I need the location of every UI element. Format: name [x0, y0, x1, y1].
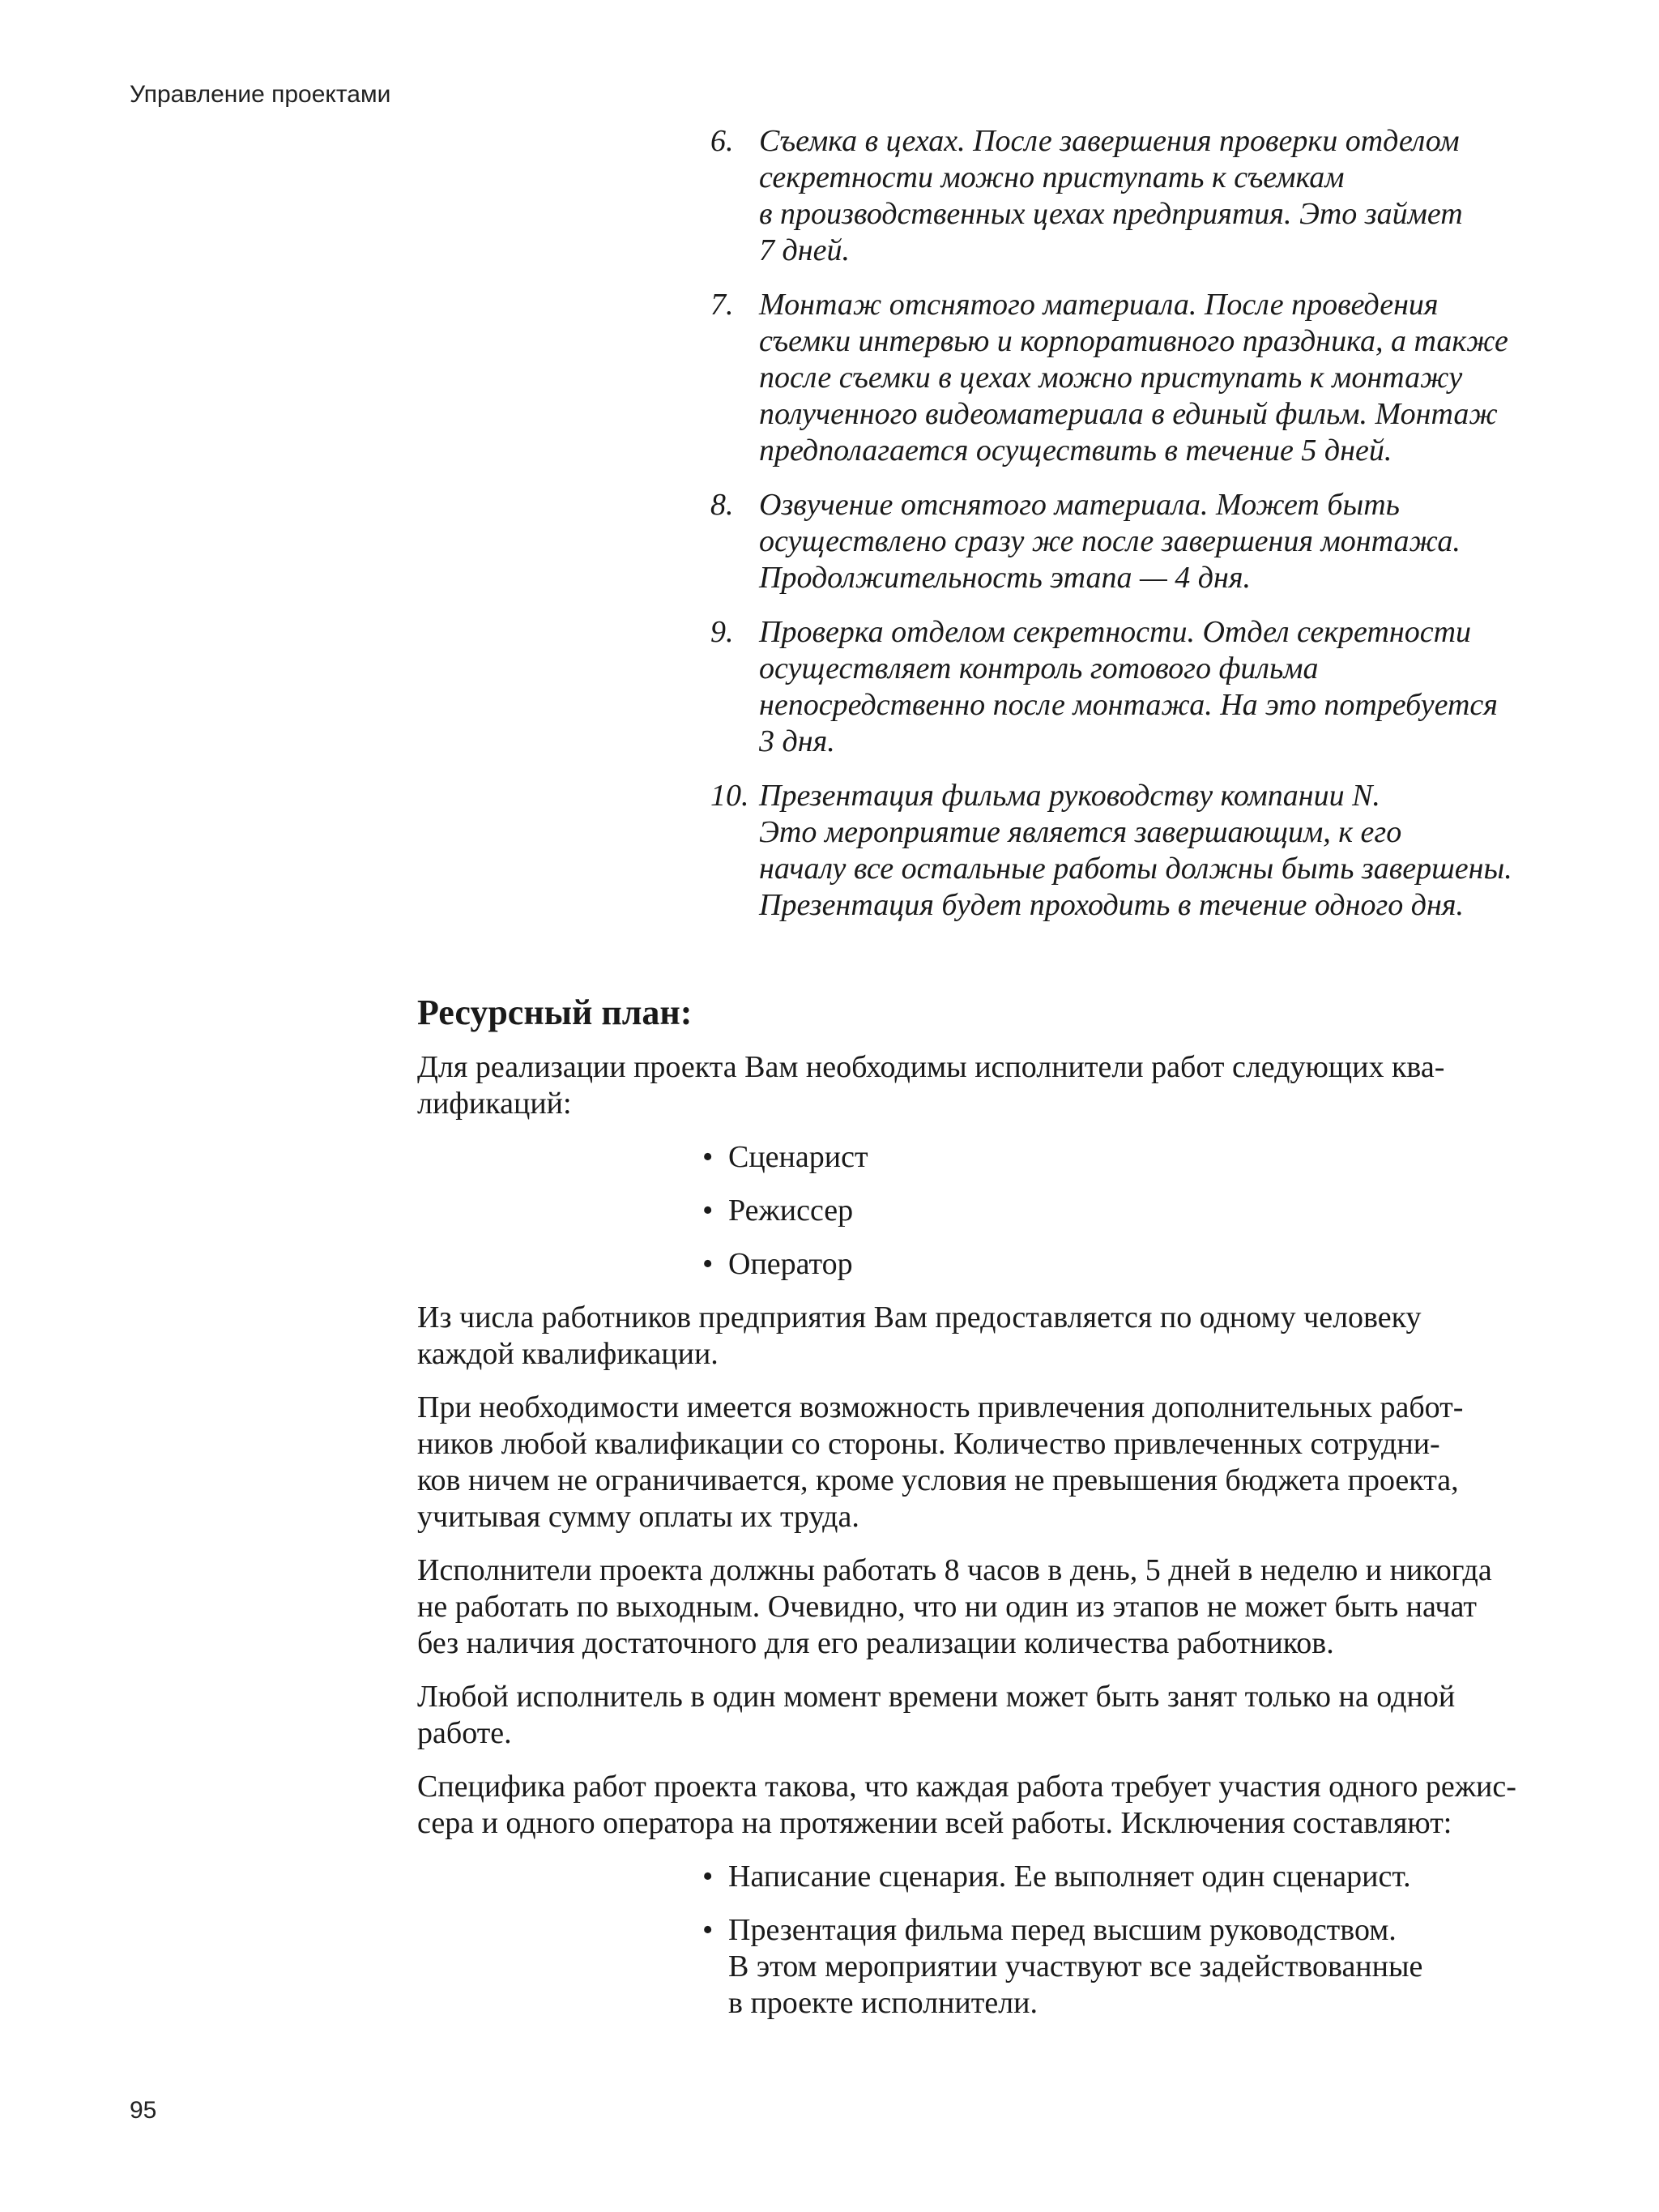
exception-text: Написание сценария. Ее выполняет один сценарист. [728, 1860, 1411, 1894]
resource-plan-body [417, 1049, 1547, 2039]
stage-list [710, 123, 1553, 942]
stage-item [710, 123, 1553, 269]
bullet-icon: • [702, 1194, 714, 1228]
stage-text: Съемка в цехах. После завершения проверки отделом секретности можно приступать к съемкам в производственных цехах предприятия. Это займет 7 дней. [759, 124, 1463, 267]
paragraph: Из числа работников предприятия Вам предоставляется по одному человеку каждой квалификации. [417, 1300, 1422, 1371]
stage-number: 6. [710, 124, 734, 158]
exception-item [702, 1859, 1547, 1895]
exception-text: Презентация фильма перед высшим руководством. В этом мероприятии участвуют все задействованные в проекте исполнители. [728, 1913, 1423, 2020]
stage-number: 9. [710, 615, 734, 649]
stage-item [710, 614, 1553, 760]
stage-number: 7. [710, 288, 734, 322]
stage-item [710, 487, 1553, 596]
role-label: Сценарист [728, 1140, 868, 1174]
paragraph: Любой исполнитель в один момент времени может быть занят только на одной работе. [417, 1680, 1456, 1750]
stage-text: Озвучение отснятого материала. Может быть осуществлено сразу же после завершения монтажа. Продолжительность этапа — 4 дня. [759, 488, 1461, 595]
roles-list [417, 1139, 1547, 1283]
paragraph: Исполнители проекта должны работать 8 часов в день, 5 дней в неделю и никогда не работать по выходным. Очевидно, что ни один из этапов не может быть начат без наличия достаточного для его реализации количества работников. [417, 1553, 1492, 1660]
role-item [702, 1246, 1547, 1283]
stage-item [710, 778, 1553, 924]
stage-item [710, 287, 1553, 469]
exceptions-list [417, 1859, 1547, 2022]
stage-text: Проверка отделом секретности. Отдел секретности осуществляет контроль готового фильма непосредственно после монтажа. На это потребуется 3 дня. [759, 615, 1498, 758]
role-item [702, 1139, 1547, 1176]
bullet-icon: • [702, 1913, 714, 1947]
paragraph: При необходимости имеется возможность привлечения дополнительных работ- ников любой квалификации со стороны. Количество привлеченных сотрудни- ков ничем не ограничивается, кроме условия не превышения бюджета проекта, учитывая сумму оплаты их труда. [417, 1390, 1464, 1534]
stage-number: 10. [710, 779, 749, 813]
role-label: Оператор [728, 1247, 853, 1281]
bullet-icon: • [702, 1860, 714, 1894]
intro-paragraph: Для реализации проекта Вам необходимы исполнители работ следующих ква- лификаций: [417, 1050, 1445, 1121]
resource-plan-heading: Ресурсный план: [417, 993, 693, 1032]
role-label: Режиссер [728, 1194, 854, 1228]
stage-number: 8. [710, 488, 734, 522]
running-header: Управление проектами [130, 81, 391, 108]
role-item [702, 1193, 1547, 1229]
stage-text: Монтаж отснятого материала. После проведения съемки интервью и корпоративного праздника, а также после съемки в цехах можно приступать к монтажу полученного видеоматериала в единый фильм. Монтаж предполагается осуществить в течение 5 дней. [759, 288, 1508, 468]
bullet-icon: • [702, 1140, 714, 1174]
paragraph: Специфика работ проекта такова, что каждая работа требует участия одного режис- сера и одного оператора на протяжении всей работы. Исключения составляют: [417, 1770, 1516, 1840]
page-number: 95 [130, 2097, 157, 2124]
bullet-icon: • [702, 1247, 714, 1281]
stage-text: Презентация фильма руководству компании N. Это мероприятие является завершающим, к его началу все остальные работы должны быть завершены. Презентация будет проходить в течение одного дня. [759, 779, 1512, 922]
exception-item [702, 1912, 1547, 2022]
